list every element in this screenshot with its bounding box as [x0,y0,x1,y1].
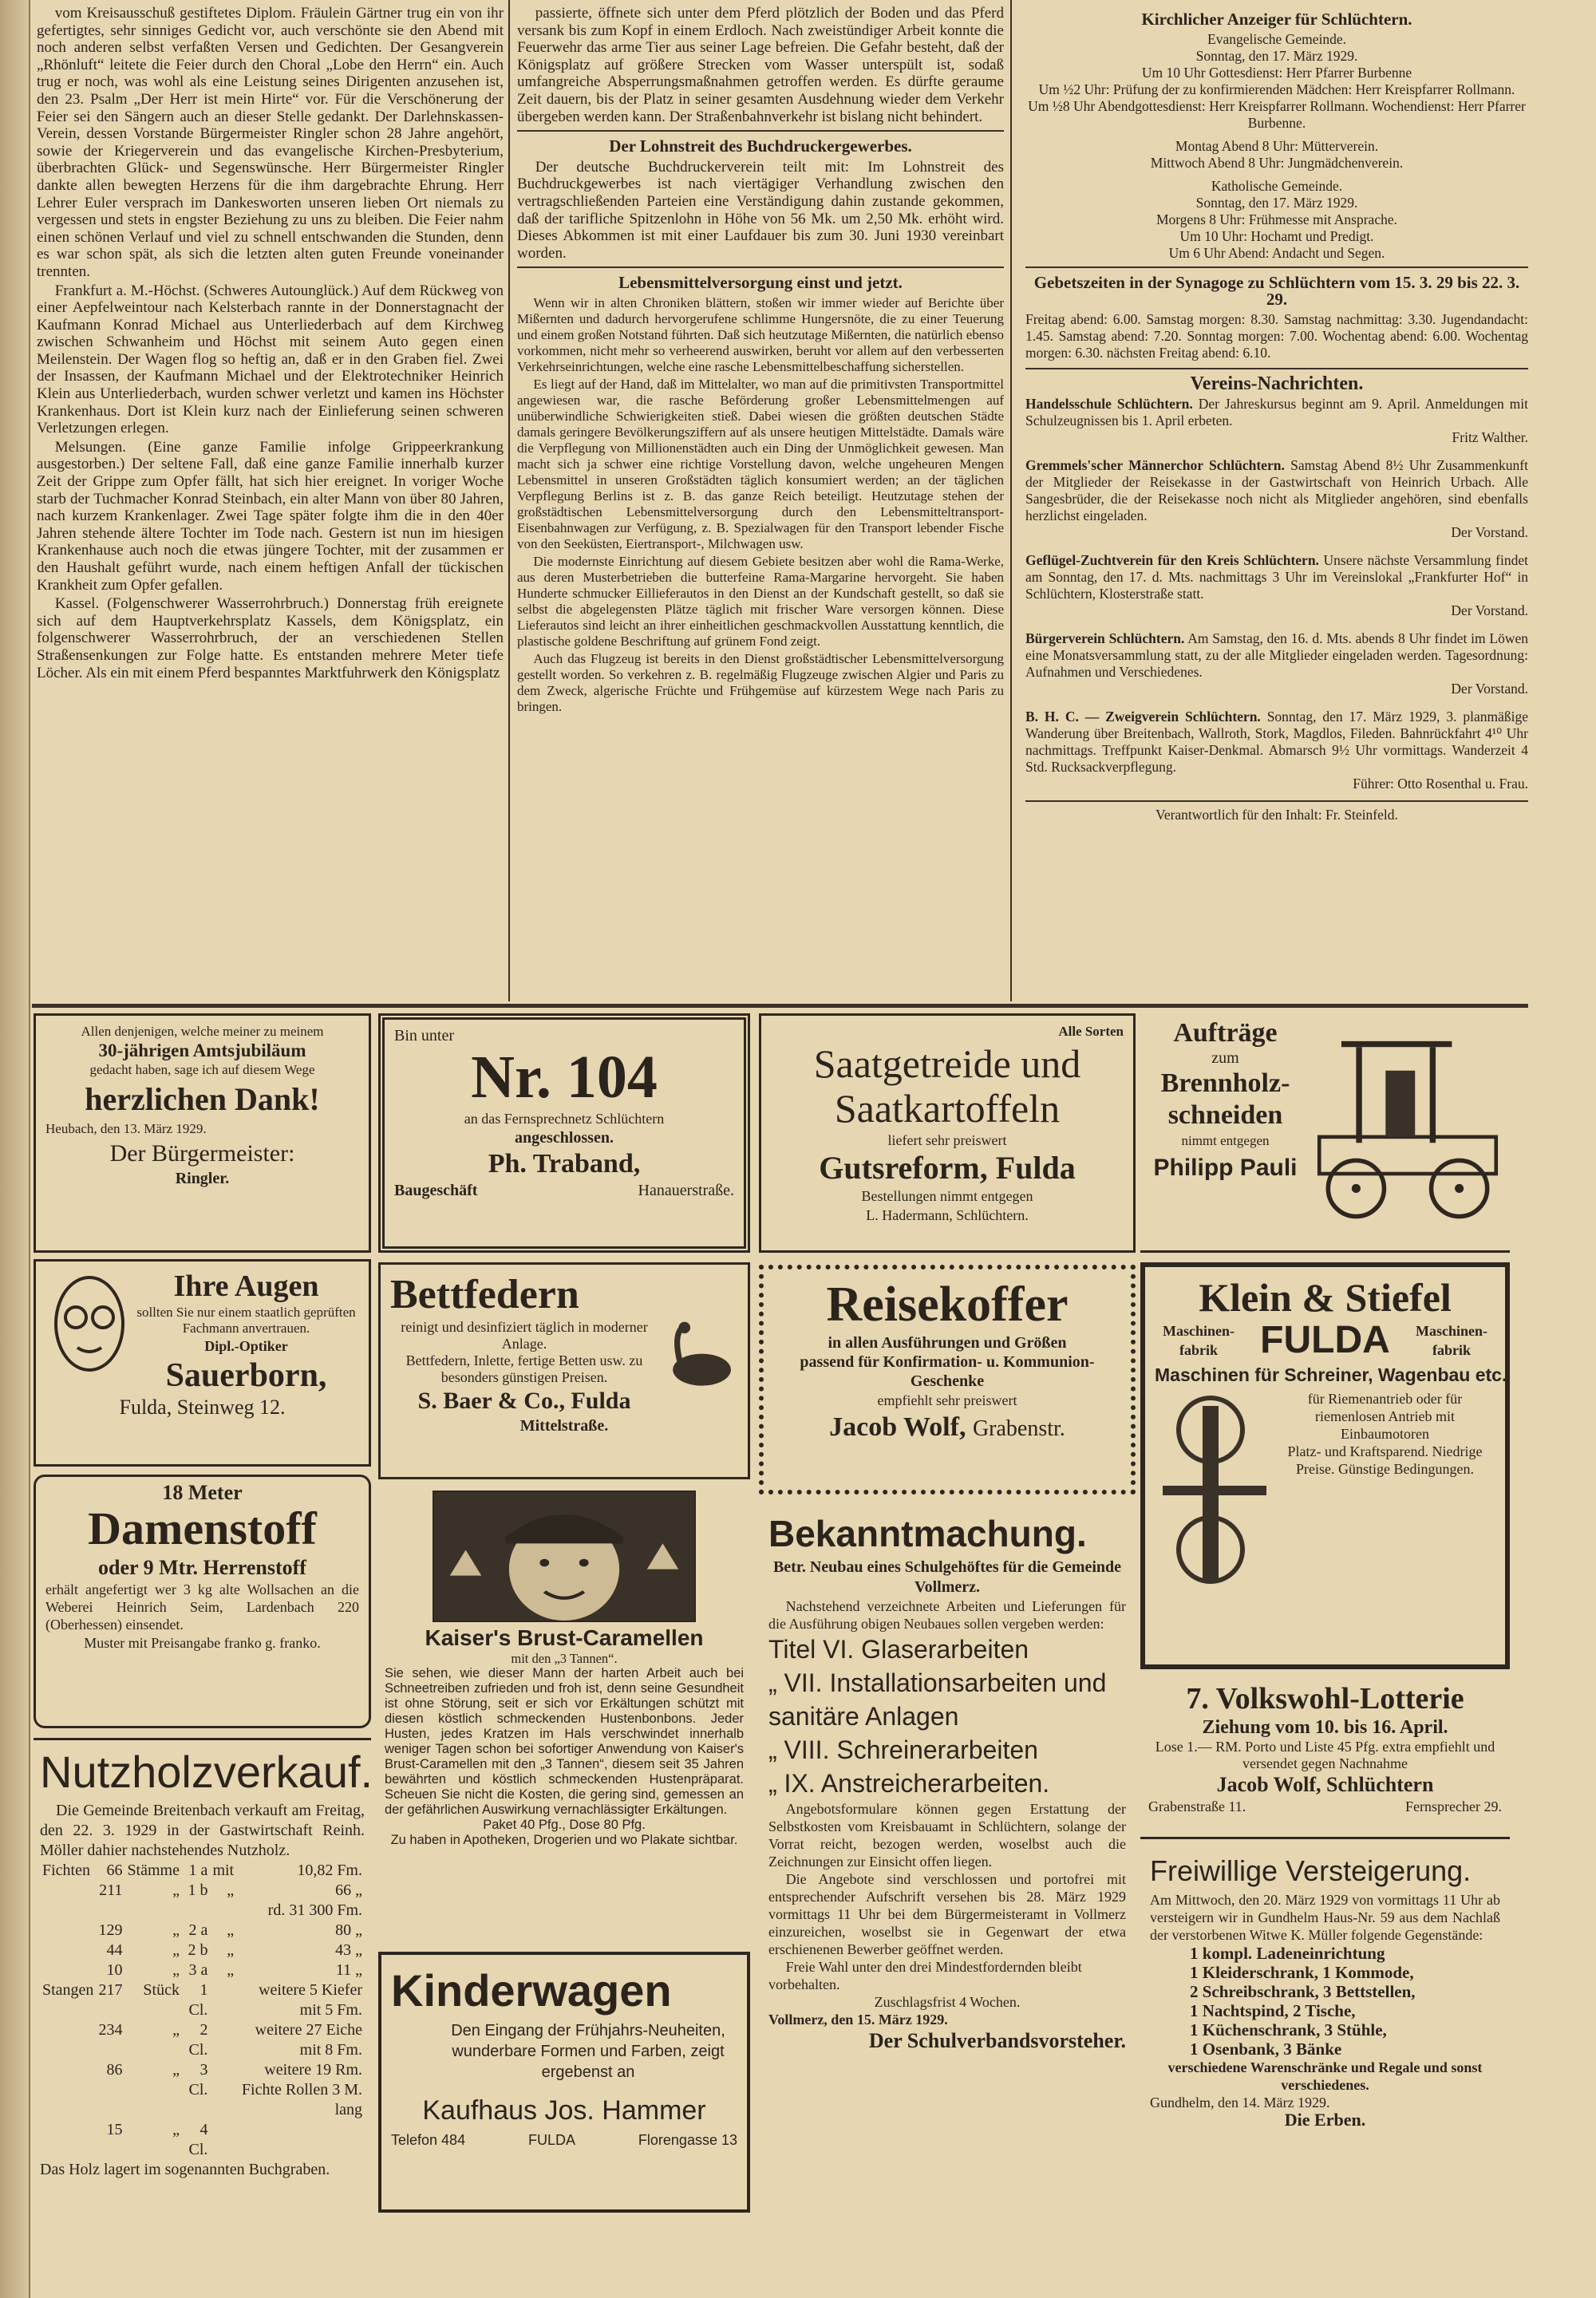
ad-text: erhält angefertigt wer 3 kg alte Wollsachen an die Weberei Heinrich Seim, Lardenbach 220 (Oberhessen) einsendet. [45,1581,359,1633]
ad-text: für Riemenantrieb oder für riemenlosen Antrieb mit Einbaumotoren [1307,1391,1463,1442]
timber-cell [40,2120,96,2160]
ad-text: FULDA [527,2132,575,2148]
ad-firewood [1140,1013,1510,1253]
ad-timber-sale [34,1738,371,2213]
service-line: Um 10 Uhr: Hochamt und Predigt. [1179,228,1374,244]
ad-text: passend für Konfirmation- u. Kommunion-Geschenke [800,1353,1095,1390]
ad-text: Ringler. [175,1170,230,1187]
ad-text: reinigt und desinfiziert täglich in moderner Anlage. [401,1319,648,1352]
timber-cell: rd. 31 300 Fm. [267,1901,362,1919]
middle-news-column [517,5,1004,1002]
auction-item: 1 Nachtspind, 2 Tische, [1190,2001,1356,2020]
evangelical-heading: Evangelische Gemeinde. [1207,31,1346,47]
column-divider [1010,0,1012,1001]
ad-text: FULDA [1260,1319,1390,1361]
timber-table [40,1861,365,2160]
timber-row [40,1980,365,2020]
catholic-heading: Katholische Gemeinde. [1211,178,1343,194]
timber-cell: 217 [98,1981,123,1999]
service-line: Um ½8 Uhr Abendgottesdienst: Herr Kreispfarrer Rollmann. Wochendienst: Herr Pfarrer Burbenne. [1028,98,1526,131]
ad-text: gedacht haben, sage ich auf diesem Wege [89,1062,315,1077]
ad-text: oder 9 Mtr. Herrenstoff [98,1556,306,1579]
ad-text: Kaufhaus Jos. Hammer [422,2095,706,2126]
club-name: B. H. C. — Zweigverein Schlüchtern. [1025,709,1261,725]
auction-item: 1 Kleiderschrank, 1 Kommode, [1190,1963,1414,1982]
timber-cell: 66 „ [335,1881,362,1899]
column-divider [508,0,510,1001]
timber-cell: 1 a [188,1862,208,1879]
ad-public-notice [759,1503,1136,2213]
ad-headline: Kaiser's Brust-Caramellen [425,1625,704,1650]
ad-signature: Die Erben. [1284,2110,1366,2130]
timber-cell [182,1901,210,1921]
club-signature: Fritz Walther. [1452,429,1528,445]
timber-cell: „ [172,1961,180,1979]
timber-cell: 1 b [188,1881,208,1899]
timber-cell [40,1901,96,1921]
service-line: Mittwoch Abend 8 Uhr: Jungmädchenverein. [1150,155,1404,171]
ad-headline: Aufträge [1173,1018,1278,1048]
work-item: „ VII. Installationsarbeiten und sanitäre Anlagen [768,1668,1107,1731]
ad-text: verschiedene Warenschränke und Regale und sonst verschiedenes. [1167,2059,1483,2093]
timber-cell [40,1881,96,1901]
ad-text: Den Eingang der Frühjahrs-Neuheiten, wunderbare Formen und Farben, zeigt ergebenst an [451,2022,725,2081]
timber-cell [210,1901,236,1921]
ad-suitcases [759,1265,1136,1494]
ad-text: in allen Ausführungen und Größen [828,1334,1067,1352]
timber-cell [40,1921,96,1941]
timber-cell: 129 [98,1921,123,1939]
timber-cell: „ [227,1881,235,1899]
ad-headline: Damenstoff [88,1502,317,1554]
timber-row [40,2020,365,2060]
club-text: Samstag Abend 8½ Uhr Zusammenkunft der Mitglieder der Reisekasse in der Gastwirtschaft von Heinrich Urbach. Alle Sangesbrüder, die der Reisekasse noch nicht als Mitglieder angehören, sind ebenfalls herzlichst eingeladen. [1025,457,1528,523]
timber-cell: weitere 27 Eiche mit 8 Fm. [255,2021,362,2059]
responsible-editor: Verantwortlich für den Inhalt: Fr. Steinfeld. [1156,807,1398,823]
right-notices-column [1025,5,1528,1002]
ad-headline: Bettfedern [390,1272,579,1317]
timber-cell [210,2060,236,2120]
ad-text: Platz- und Kraftsparend. Niedrige Preise. Günstige Bedingungen. [1287,1443,1483,1477]
man-with-glasses-illustration [45,1268,133,1388]
article-paragraph: vom Kreisausschuß gestiftetes Diplom. Fräulein Gärtner trug ein von ihr gefertigtes, sehr sinniges Gedicht vor, auch verschönte sie den Abend mit noch anderen selbst verfaßten Versen und Gedichten. Der Gesangverein „Rhönluft“ leitete die Feier durch den Choral „Lobe den Herrn“ ein. Auch trug er noch, was wohl als eine Leistung seines Dirigenten anzusehen ist, den 23. Psalm „Der Herr ist mein Hirte“ vor. Für die Verschönerung der Feier sei den Sängern auch an dieser Stelle gedankt. Der Darlehnskassen-Verein, dessen Vorstande Bürgermeister Ringler schon 28 Jahre angehört, sowie der Kriegerverein und das evangelische Kirchen-Presbyterium, überbrachten Glück- und Segenswünsche. Herr Bürgermeister Ringler dankte allen bewegten Herzens für die ihm dargebrachte Ehrung. Herr Lehrer Euler versprach im Dankesworten unseren lieben Ort niemals zu vergessen und stets in engster Beziehung zu uns zu bleiben. Die Feier nahm einen schönen Verlauf und viel zu schnell entschwanden die Stunden, denn es war schon spät, als sich die letzten alten guten Freunde voneinander trennten. [37,5,504,280]
club-name: Gremmels'scher Männerchor Schlüchtern. [1025,457,1285,473]
timber-cell: „ [172,1941,180,1959]
article-paragraph: Es liegt auf der Hand, daß im Mittelalter, wo man auf die primitivsten Transportmittel angewiesen war, die rasche Beförderung großer Lebensmittelmengen auf unüberwindliche Schwierigkeiten stieß. Dabei wiesen die größten deutschen Städte damals geringere Bevölkerungsziffern auf als unsere heutigen Mittelstädte. Damals wäre die Verpflegung von Millionenstädten auch ein Ding der Unmöglichkeit gewesen. Man macht sich ja schwer eine richtige Vorstellung davon, welche ungeheuren Mengen Lebensmittel in unseren Großstädten täglich konsumiert werden; an der täglichen Verpflegung Berlins ist z. B. das ganze Reich beteiligt. Heutzutage stehen der großstädtischen Lebensmittelversorgung durch den Lebensmitteltransport-Eisenbahnwagen zur Verfügung, z. B. Spezialwagen für den Transport lebender Fische von den Seeküsten, Eiertransport-, Milchwagen usw. [517,376,1004,551]
timber-cell: „ [172,1921,180,1939]
ad-text: Zuschlagsfrist 4 Wochen. [874,1994,1021,2010]
ad-text: zum [1211,1049,1239,1067]
band-saw-machine-illustration [1155,1390,1274,1589]
timber-cell: Stück [143,1981,180,1999]
ad-text: Jacob Wolf, Schlüchtern [1216,1773,1434,1796]
ad-headline: Ihre Augen [173,1269,319,1303]
ad-text: angeschlossen. [515,1129,614,1147]
work-item: „ VIII. Schreinerarbeiten [768,1735,1038,1764]
ad-headline: Bekanntmachung. [768,1513,1087,1554]
timber-cell: 211 [99,1881,123,1899]
timber-row [40,1861,365,1881]
ad-caramels [378,1489,750,1934]
timber-cell [40,1960,96,1980]
club-signature: Der Vorstand. [1451,681,1528,697]
timber-cell: Stämme [127,1862,180,1879]
timber-row [40,1901,365,1921]
timber-cell: 4 Cl. [188,2121,208,2158]
ad-text: empfiehlt sehr preiswert [877,1392,1017,1408]
timber-cell: Stangen [42,1981,94,1999]
club-text: Der Jahreskursus beginnt am 9. April. Anmeldungen mit Schulzeugnissen bis 1. April erbeten. [1025,396,1528,428]
ad-text: Hanauerstraße. [638,1182,734,1199]
timber-cell: 1 Cl. [188,1981,208,2019]
ad-text: Jacob Wolf, [829,1412,966,1442]
goose-illustration [658,1319,738,1399]
ad-text: Paket 40 Pfg., Dose 80 Pfg. [483,1818,646,1832]
club-signature: Der Vorstand. [1451,524,1528,540]
ad-headline: Saatkartoffeln [834,1086,1061,1131]
ad-lottery [1140,1680,1510,1839]
club-notice [1025,457,1528,541]
timber-cell: 80 „ [335,1921,362,1939]
article-paragraph: Der deutsche Buchdruckerverein teilt mit: Im Lohnstreit des Buchdruckgewerbes ist nach viertägiger Verhandlung zwischen den vertragschließenden Parteien eine Verständigung dahin zustande gekommen, daß der tarifliche Spitzenlohn in Höhe von 56 Mk. um 2,50 Mk. erhöht wird. Dieses Abkommen ist mit einer Laufdauer bis zum 30. Juni 1930 vereinbart worden. [517,158,1004,262]
ad-text: Grabenstraße 11. [1148,1799,1246,1814]
synagogue-times: Freitag abend: 6.00. Samstag morgen: 8.30. Samstag nachmittag: 3.30. Jugendandacht: 1.45. Samstag abend: 7.20. Sonntag morgen: 7.00. Wochentag abend: 6.00. Wochentag morgen: 6.30. nächsten Freitag abend: 6.10. [1025,311,1528,361]
ad-text: Maschinen für Schreiner, Wagenbau etc. [1155,1364,1507,1385]
ad-klein-stiefel [1140,1262,1510,1669]
ad-text: Die Angebote sind verschlossen und portofrei mit entsprechender Aufschrift versehen bis 28. März 1929 vormittags 11 Uhr bei dem Bürgermeisteramt in Vollmerz einzureichen, woselbst sie in Gegenwart der etwa erschienenen Bewerber geöffnet werden. [768,1871,1126,1957]
club-signature: Der Vorstand. [1451,602,1528,618]
club-notice [1025,552,1528,619]
ad-text: Bettfedern, Inlette, fertige Betten usw. zu besonders günstigen Preisen. [405,1352,643,1385]
ad-optician [34,1259,371,1467]
timber-cell: 11 „ [335,1961,362,1979]
work-item: „ IX. Anstreicherarbeiten. [768,1769,1050,1798]
ad-text: Florengasse 13 [638,2132,737,2148]
ad-text: L. Hadermann, Schlüchtern. [866,1207,1029,1223]
timber-cell: „ [227,1961,235,1979]
church-title: Kirchlicher Anzeiger für Schlüchtern. [1141,10,1412,29]
timber-cell: „ [172,2061,180,2079]
article-paragraph: Auch das Flugzeug ist bereits in den Dienst großstädtischer Lebensmittelversorgung gestellt worden. So verkehren z. B. regelmäßig Flugzeuge zwischen Algier und Paris zu dem Zweck, algerische Früchte und Frühgemüse auf kürzestem Wege nach Paris zu bringen. [517,650,1004,714]
evangelical-date: Sonntag, den 17. März 1929. [1195,48,1358,64]
ad-text: Ziehung vom 10. bis 16. April. [1202,1717,1448,1738]
auction-item: 1 Küchenschrank, 3 Stühle, [1190,2020,1387,2039]
ad-text: Ph. Traband, [488,1149,641,1179]
ad-headline: Sauerborn, [165,1357,327,1394]
timber-row [40,2060,365,2120]
ad-text: Baugeschäft [394,1182,478,1199]
ad-text: Angebotsformulare können gegen Erstattung der Selbstkosten vom Kreisbauamt in Schlüchtern, solange der Vorrat reicht, bezogen werden, woselbst auch die Zeichnungen zur Einsicht offen liegen. [768,1801,1126,1870]
ad-text: Dipl.-Optiker [204,1338,288,1354]
ad-text: Am Mittwoch, den 20. März 1929 von vormittags 11 Uhr ab versteigern wir in Gundhelm Haus-Nr. 59 aus dem Nachlaß der verstorbenen Witwe K. Müller folgende Gegenstände: [1150,1892,1500,1943]
timber-cell [210,2120,236,2160]
timber-cell [40,2060,96,2120]
article-paragraph: Die modernste Einrichtung auf diesem Gebiete besitzen aber wohl die Rama-Werke, aus deren Musterbetrieben die butterfeine Rama-Margarine hervorgeht. Sie haben Hunderte schmucker Eillieferautos in den Dienst an der Kundschaft gestellt, so daß sie selbst die abgelegensten Plätze täglich mit frischer Ware versorgen können. Diese Lieferautos sind leicht an ihrer einheitlichen geschmackvollen Ausstattung kenntlich, die plastische goldene Beschriftung auf grünem Fond zeigt. [517,553,1004,649]
timber-cell: 43 „ [335,1941,362,1959]
service-line: Morgens 8 Uhr: Frühmesse mit Ansprache. [1156,211,1397,227]
ad-text: Fernsprecher 29. [1405,1799,1502,1814]
ad-seed [759,1013,1136,1253]
timber-cell [124,1901,182,1921]
ad-text: liefert sehr preiswert [887,1132,1007,1148]
ad-auction [1140,1845,1510,2213]
ad-text: Maschinen-fabrik [1415,1323,1487,1358]
club-notice [1025,396,1528,446]
ad-text: Gundhelm, den 14. März 1929. [1150,2095,1330,2110]
ad-text: Das Holz lagert im sogenannten Buchgraben. [40,2161,330,2178]
synagogue-title: Gebetszeiten in der Synagoge zu Schlüchtern vom 15. 3. 29 bis 22. 3. 29. [1033,273,1520,309]
timber-cell: 15 [106,2121,123,2138]
service-line: Montag Abend 8 Uhr: Mütterverein. [1175,138,1379,154]
adjacent-page-edge [0,0,30,2298]
ad-bedfeathers [378,1262,750,1479]
service-line: Um 6 Uhr Abend: Andacht und Segen. [1168,245,1385,261]
club-name: Handelsschule Schlüchtern. [1025,396,1193,412]
club-text: Unsere nächste Versammlung findet am Sonntag, den 17. d. Mts. nachmittags 3 Uhr im Vereinslokal „Frankfurter Hof“ in Schlüchtern, Klosterstraße statt. [1025,552,1528,602]
auction-item: 2 Schreibschrank, 3 Bettstellen, [1190,1982,1416,2001]
ad-text: Muster mit Preisangabe franko g. franko. [84,1635,321,1651]
ad-headline: herzlichen Dank! [85,1081,320,1117]
ad-text: Bestellungen nimmt entgegen [861,1188,1033,1204]
ad-text: Sie sehen, wie dieser Mann der harten Arbeit auch bei Schneetreiben zufrieden und froh ist, denn seine Gesundheit ist ohne Störung, seit er sich vor Erkältungen schützt mit diesen köstlich schmeckenden Hustenbonbons. Jeder Husten, jedes Kratzen im Hals verschwindet innerhalb weniger Tagen schon bei sofortiger Anwendung von Kaiser's Brust-Caramellen mit den „3 Tannen“, diesem seit 35 Jahren bewährten und köstlich schmeckenden Hustenpräparat. Scheuen Sie nicht die Kosten, die gering sind, gemessen an der gefährlichen Auswirkung vernachlässigter Erkältungen. [385,1666,744,1817]
timber-cell: 3 a [188,1961,208,1979]
section-divider [32,1004,1528,1008]
ad-text: 30-jährigen Amtsjubiläum [98,1040,306,1060]
ad-text: S. Baer & Co., Fulda [417,1388,631,1414]
timber-row [40,1941,365,1960]
service-line: Um ½2 Uhr: Prüfung der zu konfirmierenden Mädchen: Herr Kreispfarrer Rollmann. [1038,81,1515,97]
timber-cell: 2 Cl. [188,2021,208,2059]
timber-cell: „ [227,1941,235,1959]
article-paragraph: passierte, öffnete sich unter dem Pferd plötzlich der Boden und das Pferd versank bis zum Kopf in einem Erdloch. Nach zweistündiger Arbeit konnte die Feuerwehr das arme Tier aus seiner Lage befreien. Die Gefahr besteht, daß der Königsplatz auf größere Strecken vom Wasser unterspült ist, sodaß umfangreiche Absperrungsmaßnahmen getroffen werden. Es dürfte geraume Zeit dauern, bis der Platz in seiner gesamten Ausdehnung wieder dem Verkehr übergeben werden kann. Der Straßenbahnverkehr ist bislang nicht behindert. [517,5,1004,125]
ad-text: Gutsreform, Fulda [819,1150,1076,1186]
timber-cell: 86 [106,2061,123,2079]
club-name: Geflügel-Zuchtverein für den Kreis Schlüchtern. [1025,552,1319,568]
timber-cell [96,1901,124,1921]
ad-text: Allen denjenigen, welche meiner zu meinem [81,1024,324,1039]
ad-text: Betr. Neubau eines Schulgehöftes für die Gemeinde Vollmerz. [772,1558,1122,1596]
catholic-date: Sonntag, den 17. März 1929. [1195,195,1358,211]
ad-text: 18 Meter [162,1481,243,1504]
ad-text: mit den „3 Tannen“. [511,1651,618,1666]
timber-cell: 10,82 Fm. [297,1862,362,1879]
ad-text: Heubach, den 13. März 1929. [45,1121,207,1136]
club-notice [1025,630,1528,697]
article-paragraph: Kassel. (Folgenschwerer Wasserrohrbruch.) Donnerstag früh ereignete sich auf dem Hauptverkehrsplatz Kassels, dem Königsplatz, ein folgenschwerer Wasserrohrbruch, der an verschiedenen Stellen Straßensenkungen zur Folge hatte. Es entstanden mehrere Meter tiefe Löcher. Als ein mit einem Pferd bespanntes Marktfuhrwerk den Königsplatz [37,595,504,681]
ad-headline: Kinderwagen [391,1965,672,2016]
ad-text: Zu haben in Apotheken, Drogerien und wo Plakate sichtbar. [390,1833,738,1847]
club-signature: Führer: Otto Rosenthal u. Frau. [1353,776,1528,792]
ad-headline: 7. Volkswohl-Lotterie [1186,1682,1464,1716]
auction-item: 1 kompl. Ladeneinrichtung [1190,1944,1385,1963]
club-text: Am Samstag, den 16. d. Mts. abends 8 Uhr findet im Löwen eine Monatsversammlung statt, zu der alle Mitglieder eingeladen werden. Tagesordnung: Aufnahmen und Verschiedenes. [1025,630,1528,680]
ad-phone [378,1013,750,1253]
club-name: Bürgerverein Schlüchtern. [1025,630,1185,646]
timber-cell: 44 [106,1941,123,1959]
worker-in-snow-illustration [433,1491,696,1622]
ad-headline: schneiden [1167,1100,1283,1130]
ad-headline: Nr. 104 [471,1044,658,1111]
ad-text: Vollmerz, den 15. März 1929. [768,2012,948,2028]
clubs-title: Vereins-Nachrichten. [1190,373,1364,394]
ad-text: Mittelstraße. [519,1417,609,1435]
ad-thanks [34,1013,371,1253]
ad-text: Alle Sorten [1058,1024,1124,1039]
ad-text: Freie Wahl unter den drei Mindestfordernden bleibt vorbehalten. [768,1959,1082,1992]
work-item: Titel VI. Glaserarbeiten [768,1635,1029,1664]
ad-text: Der Bürgermeister: [109,1140,295,1167]
timber-cell: Fichten [42,1862,90,1879]
ad-text: Philipp Pauli [1153,1155,1298,1181]
timber-cell: 66 [106,1862,123,1879]
ad-text: Fulda, Steinweg 12. [119,1396,286,1419]
ad-text: an das Fernsprechnetz Schlüchtern [464,1111,665,1127]
ad-headline: Reisekoffer [826,1277,1069,1332]
steam-saw-engine-illustration [1312,1018,1503,1234]
ad-headline: Saatgetreide und [813,1041,1081,1086]
timber-cell: weitere 19 Rm. Fichte Rollen 3 M. lang [241,2061,362,2118]
timber-cell: 2 b [188,1941,208,1959]
article-paragraph: Melsungen. (Eine ganze Familie infolge Grippeerkrankung ausgestorben.) Der seltene Fall, daß eine ganze Familie innerhalb kurzer Zeit der Grippe zum Opfer fällt, hat sich hier ereignet. In voriger Woche starb der Tuchmacher Konrad Steinbach, ein alter Mann von über 80 Jahren, nach kurzem Krankenlager. Zwei Tage später folgte ihm die in den 40er Jahren stehende ältere Tochter im Tode nach. Gestern ist nun im hiesigen Krankenhause auch noch die etwas jüngere Tochter, mit der zusammen er den Haushalt geführt wurde, nach einem heftigen Anfall der tückischen Krankheit zum Opfer gefallen. [37,438,504,594]
timber-cell: 2 a [188,1921,208,1939]
ad-text: sollten Sie nur einem staatlich geprüften Fachmann anvertrauen. [136,1305,356,1336]
auction-item: 1 Osenbank, 3 Bänke [1190,2039,1342,2059]
timber-row [40,1881,365,1901]
timber-cell: „ [227,1921,235,1939]
ad-text: Maschinen-fabrik [1163,1323,1235,1358]
ad-text: Nachstehend verzeichnete Arbeiten und Lieferungen für die Ausführung obigen Neubaues sollen vergeben werden: [768,1598,1126,1632]
article-heading: Der Lohnstreit des Buchdruckergewerbes. [609,136,912,156]
timber-cell [210,1980,236,2020]
timber-cell: 234 [98,2021,123,2039]
timber-cell: „ [172,2121,180,2138]
ad-text: Lose 1.— RM. Porto und Liste 45 Pfg. extra empfiehlt und versendet gegen Nachnahme [1155,1739,1495,1771]
service-line: Um 10 Uhr Gottesdienst: Herr Pfarrer Burbenne [1141,65,1412,81]
left-news-column [37,5,504,1002]
timber-row [40,1921,365,1941]
timber-cell [236,2120,365,2160]
timber-cell [210,2020,236,2060]
club-text: Sonntag, den 17. März 1929, 3. planmäßige Wanderung über Breitenbach, Wallroth, Stork, Magdlos, Fileden. Bahnrückfahrt 4¹⁰ Uhr nachmittags. Treffpunkt Kaiser-Denkmal. Abmarsch 9½ Uhr vormittags. Wanderzeit 4 Std. Rucksackverpflegung. [1025,709,1528,775]
ad-fabric [34,1475,371,1728]
ad-headline: Nutzholzverkauf. [40,1747,373,1797]
ad-text: Die Gemeinde Breitenbach verkauft am Freitag, den 22. 3. 1929 in der Gastwirtschaft Reinh. Möller dahier nachstehendes Nutzholz. [40,1802,365,1859]
timber-cell [40,2020,96,2060]
ad-headline: Freiwillige Versteigerung. [1150,1854,1472,1887]
timber-cell: „ [172,2021,180,2039]
timber-row [40,2120,365,2160]
ad-text: Telefon 484 [391,2132,466,2148]
timber-cell [40,1941,96,1960]
timber-cell: 10 [106,1961,123,1979]
ad-headline: Klein & Stiefel [1199,1275,1452,1320]
timber-cell: weitere 5 Kiefer mit 5 Fm. [259,1981,362,2019]
article-heading: Lebensmittelversorgung einst und jetzt. [618,273,903,293]
article-paragraph: Frankfurt a. M.-Höchst. (Schweres Autounglück.) Auf dem Rückweg von einer Aepfelweintour nach Kelsterbach rannte in der Donnerstagnacht der Kaufmann Konrad Michael aus Unterliederbach auf dem Kirchweg zwischen Schwanheim und Höchst mit seinem Auto gegen einen Meilenstein. Der Wagen flog so heftig an, daß er in den Graben fiel. Zwei der Insassen, der Kaufmann Michael und der Elektrotechniker Heinrich Klein aus Unterliederbach, wurden schwer verletzt und kamen ins Höchster Krankenhaus. Dort ist Klein kurz nach der Einlieferung seinen schweren Verletzungen erlegen. [37,282,504,437]
timber-cell: 3 Cl. [188,2061,208,2099]
ad-text: nimmt entgegen [1181,1133,1270,1148]
ad-text: Grabenstr. [972,1416,1065,1441]
ad-text: Bin unter [394,1027,454,1044]
club-notice [1025,709,1528,792]
ad-headline: Brennholz- [1160,1068,1290,1098]
timber-cell: „ [172,1881,180,1899]
ad-signature: Der Schulverbandsvorsteher. [868,2029,1126,2052]
article-paragraph: Wenn wir in alten Chroniken blättern, stoßen wir immer wieder auf Berichte über Mißernten und dadurch hervorgerufene schlimme Hungersnöte, die zu einer Teuerung und einem großen Notstand führten. Daß sich heutzutage Mißernten, die natürlich ebenso vorkommen, nicht mehr so verheerend auswirken, beruht vor allem auf den verbesserten Verkehrseinrichtungen, welche eine rasche Lebensmittelbeschaffung sicherstellen. [517,294,1004,374]
timber-cell: mit [212,1862,235,1879]
timber-row [40,1960,365,1980]
ad-prams [378,1952,750,2213]
